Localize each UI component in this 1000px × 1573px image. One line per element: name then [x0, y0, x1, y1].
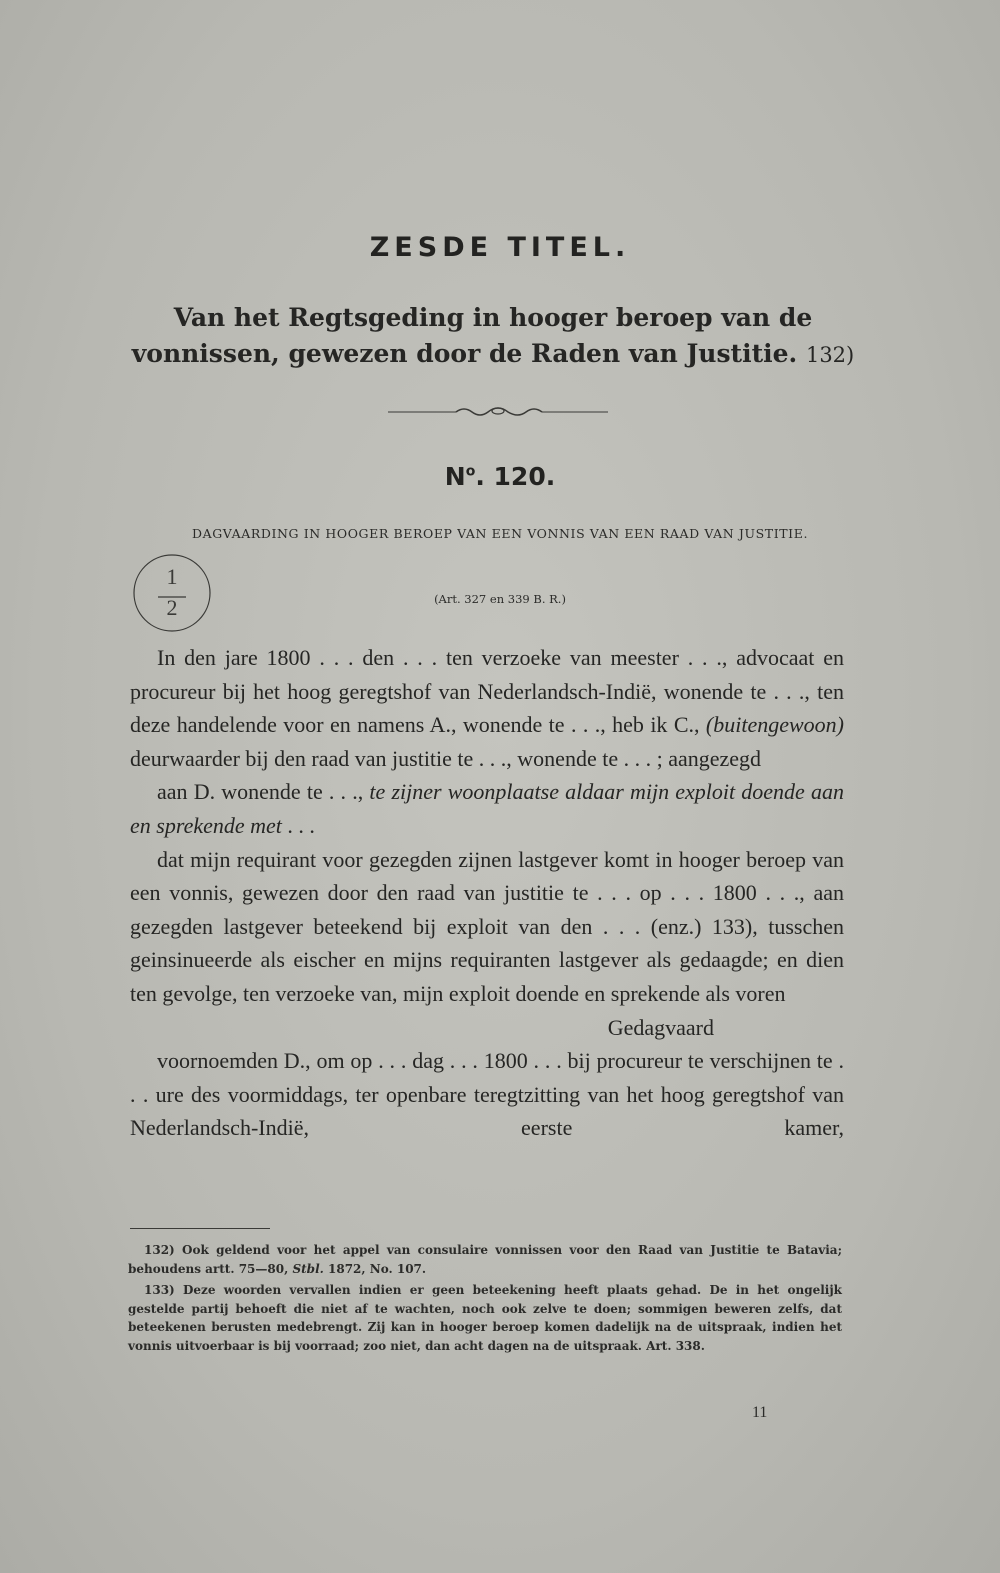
paragraph-3: dat mijn requirant voor gezegden zijnen lastgever komt in hooger beroep van een vonnis, gewezen door den raad van justitie te . . . op . . . 1800 . . ., aan gezegden lastgever beteekend bij exploit van den . . . (enz.) 133), tusschen geinsinueerde als eischer en mijns requiranten lastgever als gedaagde; en dien ten gevolge, ten verzoeke van, mijn exploit doende en sprekende als voren: [130, 846, 844, 1006]
body-text: [130, 641, 844, 1145]
section-title: ZESDE TITEL.: [369, 232, 631, 263]
stamp-numerator: 1: [166, 564, 178, 589]
ornament-divider: [388, 400, 608, 424]
footnote-132: [128, 1241, 842, 1278]
paragraph-5: voornoemden D., om op . . . dag . . . 1800 . . . bij procureur te verschijnen te . . . ure des voormiddags, ter openbare teregtzitting van het hoog geregtshof van Nederlandsch-Indië, eerste kamer,: [130, 1048, 844, 1141]
fn132-italic: Stbl.: [292, 1261, 324, 1276]
footnotes: [128, 1241, 842, 1358]
number-value: . 120.: [475, 462, 556, 491]
paragraph-1: [130, 641, 844, 775]
footnote-ref-132: 132): [805, 343, 855, 367]
paragraph-gedagvaard: Gedagvaard: [607, 1014, 714, 1040]
p1-end: deurwaarder bij den raad van justitie te . . ., wonende te . . . ; aangezegd: [130, 745, 762, 771]
p1-italic: (buitengewoon): [705, 712, 844, 738]
document-number: [0, 462, 1000, 491]
footnote-rule: [130, 1228, 270, 1229]
fn132-text: 132) Ook geldend voor het appel van consulaire vonnissen voor den Raad van Justitie te Batavia; behoudens artt. 75—80,: [128, 1243, 842, 1276]
p2-text: aan D. wonende te . . .,: [157, 779, 370, 805]
p2-italic: te zijner woonplaatse aldaar mijn exploit doende aan en sprekende met: [130, 779, 844, 838]
stamp-denominator: 2: [166, 595, 178, 620]
article-reference: (Art. 327 en 339 B. R.): [434, 592, 566, 606]
form-heading: DAGVAARDING IN HOOGER BEROEP VAN EEN VONNIS VAN EEN RAAD VAN JUSTITIE.: [191, 526, 809, 541]
page-number: 11: [752, 1404, 768, 1421]
paragraph-2: [130, 775, 844, 842]
fn132-end: 1872, No. 107.: [323, 1261, 427, 1276]
p1-text: In den jare 1800 . . . den . . . ten verzoeke van meester . . ., advocaat en procureur bij het hoog geregtshof van Nederlandsch-Indië, wonende te . . ., ten deze handelende voor en namens A., wonende te . . ., heb ik C.,: [130, 645, 844, 738]
footnote-133: 133) Deze woorden vervallen indien er geen beteekening heeft plaats gehad. De in het ongelijk gestelde partij behoeft die niet af te wachten, noch ook zelve te doen; sommigen beweren zelfs, dat beteekenen berusten medebrengt. Zij kan in hooger beroep komen dadelijk na de uitspraak, indien het vonnis uitvoerbaar is bij voorraad; zoo niet, dan acht dagen na de uitspraak. Art. 338.: [128, 1283, 842, 1353]
number-prefix: N: [444, 462, 466, 491]
subtitle-text: Van het Regtsgeding in hooger beroep van de vonnissen, gewezen door de Raden van Justitie.: [131, 303, 813, 368]
section-subtitle: [128, 300, 858, 373]
p2-end: . . .: [281, 812, 315, 838]
number-sup: o: [465, 463, 476, 480]
